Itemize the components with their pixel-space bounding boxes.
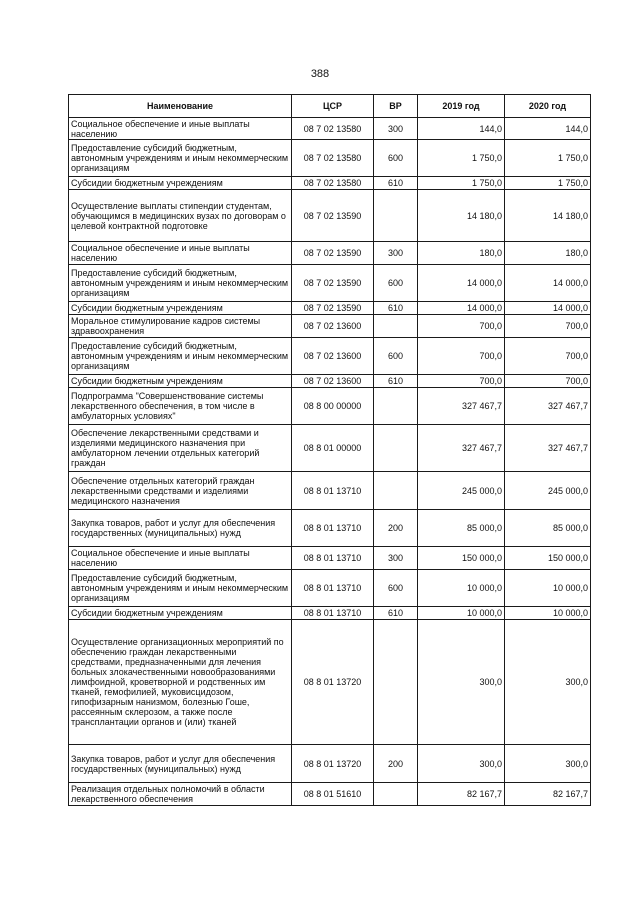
row-csr: 08 7 02 13580	[292, 140, 374, 177]
row-name: Обеспечение отдельных категорий граждан лекарственными средствами и изделиями медицинского назначения	[69, 472, 292, 510]
row-csr: 08 8 00 00000	[292, 388, 374, 425]
row-name: Социальное обеспечение и иные выплаты населению	[69, 242, 292, 265]
row-vr: 600	[374, 570, 418, 607]
table-row	[69, 472, 591, 510]
row-2019: 300,0	[418, 620, 505, 745]
row-vr: 200	[374, 745, 418, 783]
row-2020: 1 750,0	[505, 177, 591, 190]
row-name: Социальное обеспечение и иные выплаты населению	[69, 118, 292, 140]
row-vr	[374, 315, 418, 338]
table-row	[69, 265, 591, 302]
row-2020: 300,0	[505, 745, 591, 783]
row-csr: 08 7 02 13590	[292, 242, 374, 265]
row-vr: 600	[374, 265, 418, 302]
row-2019: 327 467,7	[418, 388, 505, 425]
table-row	[69, 510, 591, 547]
row-csr: 08 7 02 13590	[292, 302, 374, 315]
row-2020: 700,0	[505, 375, 591, 388]
row-csr: 08 8 01 13720	[292, 745, 374, 783]
table-row	[69, 620, 591, 745]
row-name: Субсидии бюджетным учреждениям	[69, 607, 292, 620]
row-vr	[374, 472, 418, 510]
row-2019: 180,0	[418, 242, 505, 265]
table-row	[69, 315, 591, 338]
row-2020: 14 000,0	[505, 265, 591, 302]
row-2020: 150 000,0	[505, 547, 591, 570]
row-2020: 14 180,0	[505, 190, 591, 242]
page-number: 388	[310, 68, 330, 80]
row-2020: 14 000,0	[505, 302, 591, 315]
table-row	[69, 140, 591, 177]
row-name: Подпрограмма "Совершенствование системы лекарственного обеспечения, в том числе в амбулаторных условиях"	[69, 388, 292, 425]
budget-table	[68, 94, 591, 806]
table-row	[69, 570, 591, 607]
row-name: Закупка товаров, работ и услуг для обеспечения государственных (муниципальных) нужд	[69, 745, 292, 783]
table-header-row	[69, 95, 591, 118]
row-2019: 14 000,0	[418, 265, 505, 302]
row-csr: 08 8 01 00000	[292, 425, 374, 472]
row-csr: 08 7 02 13590	[292, 265, 374, 302]
table-row	[69, 783, 591, 806]
table-row	[69, 607, 591, 620]
row-vr: 600	[374, 140, 418, 177]
row-csr: 08 8 01 13710	[292, 570, 374, 607]
row-2019: 85 000,0	[418, 510, 505, 547]
row-csr: 08 8 01 13720	[292, 620, 374, 745]
row-2019: 150 000,0	[418, 547, 505, 570]
row-2019: 82 167,7	[418, 783, 505, 806]
row-vr: 610	[374, 607, 418, 620]
row-2019: 700,0	[418, 338, 505, 375]
row-name: Предоставление субсидий бюджетным, автономным учреждениям и иным некоммерческим организациям	[69, 265, 292, 302]
row-csr: 08 8 01 13710	[292, 472, 374, 510]
header-2019: 2019 год	[418, 95, 505, 118]
row-vr: 600	[374, 338, 418, 375]
row-vr: 300	[374, 547, 418, 570]
header-name: Наименование	[69, 95, 292, 118]
table-row	[69, 242, 591, 265]
row-2019: 10 000,0	[418, 607, 505, 620]
row-2019: 700,0	[418, 375, 505, 388]
table-row	[69, 388, 591, 425]
row-name: Закупка товаров, работ и услуг для обеспечения государственных (муниципальных) нужд	[69, 510, 292, 547]
row-csr: 08 8 01 13710	[292, 510, 374, 547]
row-2020: 10 000,0	[505, 607, 591, 620]
row-name: Предоставление субсидий бюджетным, автономным учреждениям и иным некоммерческим организациям	[69, 570, 292, 607]
row-name: Осуществление организационных мероприятий по обеспечению граждан лекарственными средствами, предназначенными для лечения больных злокачественными новообразованиями лимфоидной, кроветворной и родственных им тканей, гемофилией, муковисцидозом, гипофизарным нанизмом, болезнью Гоше, рассеянным склерозом, а также после трансплантации органов и (или) тканей	[69, 620, 292, 745]
table-row	[69, 177, 591, 190]
row-vr	[374, 190, 418, 242]
row-2020: 1 750,0	[505, 140, 591, 177]
row-name: Реализация отдельных полномочий в области лекарственного обеспечения	[69, 783, 292, 806]
row-csr: 08 8 01 13710	[292, 547, 374, 570]
header-csr: ЦСР	[292, 95, 374, 118]
table-row	[69, 190, 591, 242]
row-vr: 610	[374, 302, 418, 315]
row-name: Субсидии бюджетным учреждениям	[69, 302, 292, 315]
row-2019: 300,0	[418, 745, 505, 783]
header-vr: ВР	[374, 95, 418, 118]
row-2020: 245 000,0	[505, 472, 591, 510]
row-csr: 08 8 01 51610	[292, 783, 374, 806]
row-2019: 1 750,0	[418, 177, 505, 190]
row-2020: 144,0	[505, 118, 591, 140]
header-2020: 2020 год	[505, 95, 591, 118]
table-row	[69, 118, 591, 140]
row-vr	[374, 388, 418, 425]
table-row	[69, 745, 591, 783]
row-name: Обеспечение лекарственными средствами и изделиями медицинского назначения при амбулаторном лечении отдельных категорий граждан	[69, 425, 292, 472]
row-csr: 08 7 02 13600	[292, 375, 374, 388]
row-csr: 08 7 02 13580	[292, 177, 374, 190]
row-vr: 200	[374, 510, 418, 547]
row-2020: 82 167,7	[505, 783, 591, 806]
row-2019: 14 180,0	[418, 190, 505, 242]
row-2019: 327 467,7	[418, 425, 505, 472]
row-name: Предоставление субсидий бюджетным, автономным учреждениям и иным некоммерческим организациям	[69, 140, 292, 177]
row-2019: 245 000,0	[418, 472, 505, 510]
row-2019: 14 000,0	[418, 302, 505, 315]
row-2020: 327 467,7	[505, 388, 591, 425]
row-2020: 85 000,0	[505, 510, 591, 547]
row-name: Субсидии бюджетным учреждениям	[69, 177, 292, 190]
row-name: Предоставление субсидий бюджетным, автономным учреждениям и иным некоммерческим организациям	[69, 338, 292, 375]
row-csr: 08 8 01 13710	[292, 607, 374, 620]
row-name: Социальное обеспечение и иные выплаты населению	[69, 547, 292, 570]
row-2020: 700,0	[505, 315, 591, 338]
row-name: Субсидии бюджетным учреждениям	[69, 375, 292, 388]
row-vr: 610	[374, 375, 418, 388]
table-row	[69, 302, 591, 315]
row-vr	[374, 783, 418, 806]
row-2020: 327 467,7	[505, 425, 591, 472]
row-name: Осуществление выплаты стипендии студентам, обучающимся в медицинских вузах по договорам о целевой контрактной подготовке	[69, 190, 292, 242]
row-2019: 10 000,0	[418, 570, 505, 607]
row-2019: 700,0	[418, 315, 505, 338]
row-name: Моральное стимулирование кадров системы здравоохранения	[69, 315, 292, 338]
row-vr	[374, 425, 418, 472]
row-vr: 300	[374, 118, 418, 140]
row-csr: 08 7 02 13600	[292, 315, 374, 338]
row-csr: 08 7 02 13590	[292, 190, 374, 242]
row-vr: 610	[374, 177, 418, 190]
table-row	[69, 375, 591, 388]
row-vr: 300	[374, 242, 418, 265]
table-row	[69, 547, 591, 570]
row-csr: 08 7 02 13600	[292, 338, 374, 375]
row-2020: 180,0	[505, 242, 591, 265]
row-2020: 700,0	[505, 338, 591, 375]
row-2019: 144,0	[418, 118, 505, 140]
row-vr	[374, 620, 418, 745]
table-row	[69, 425, 591, 472]
row-2020: 10 000,0	[505, 570, 591, 607]
row-2020: 300,0	[505, 620, 591, 745]
row-csr: 08 7 02 13580	[292, 118, 374, 140]
table-row	[69, 338, 591, 375]
row-2019: 1 750,0	[418, 140, 505, 177]
